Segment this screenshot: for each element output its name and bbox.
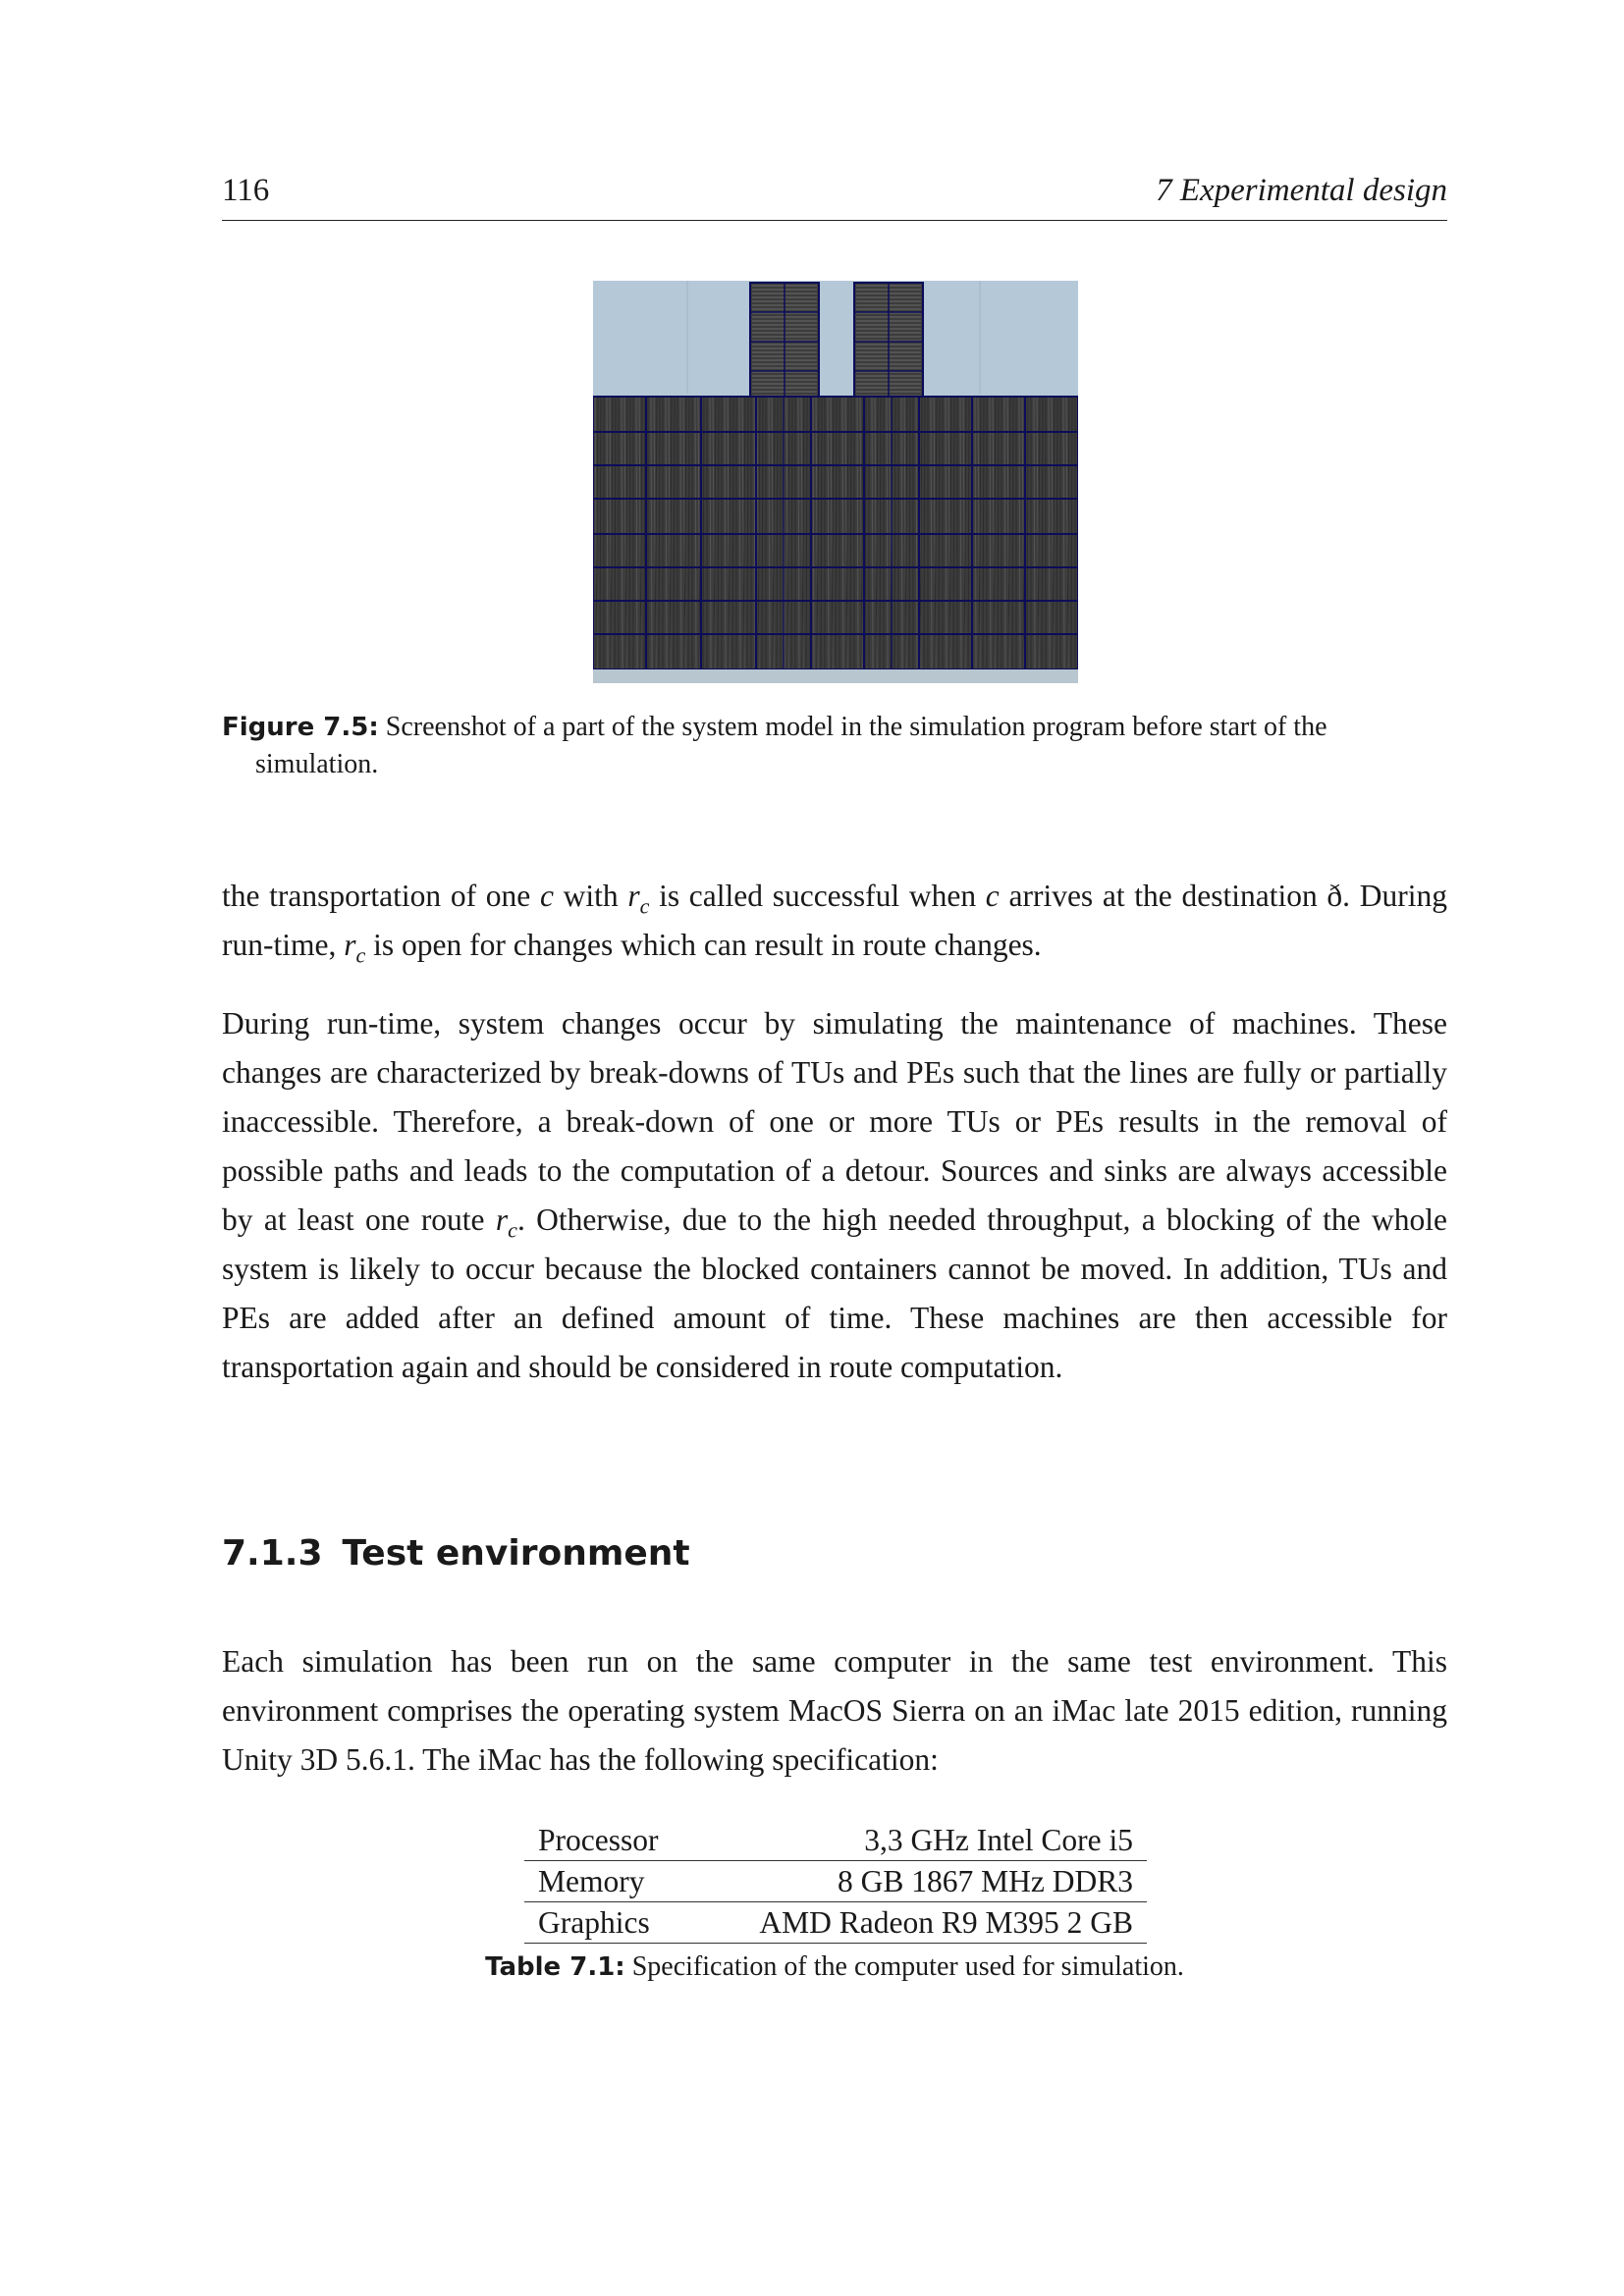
spec-value: AMD Radeon R9 M395 2 GB [759, 1905, 1133, 1940]
text: is called successful when [649, 879, 986, 913]
paragraph-transportation [222, 872, 1447, 970]
paragraph-test-environment: Each simulation has been run on the same computer in the same test environment. This environment comprises the operating system MacOS Sierra on an iMac late 2015 edition, running Unity 3D 5.6.1. The iMac has the following specification: [222, 1644, 1447, 1777]
figure-caption [222, 709, 1447, 783]
spec-label: Processor [538, 1823, 659, 1857]
math-r: r [495, 1202, 509, 1237]
text: . Otherwise, due to the high needed throughput, a blocking of the whole system is likely to occur because the blocked containers cannot be moved. In addition, TUs and PEs are added after an defined amount of time. These machines are then accessible for transportation again and should be considered in route computation. [222, 1202, 1447, 1384]
spec-label: Graphics [538, 1905, 650, 1940]
math-destination: ð [1326, 879, 1343, 913]
text: During run-time, system changes occur by simulating the maintenance of machines. These changes are characterized by break-downs of TUs and PEs such that the lines are fully or partially inaccessible. Therefore, a break-down of one or more TUs or PEs results in the removal of possible paths and leads to the computation of a detour. Sources and sinks are always accessible by at least one route [222, 1006, 1447, 1237]
figure-caption-text: Screenshot of a part of the system model in the simulation program before start of the simulation. [255, 712, 1327, 779]
running-section-title: 7 Experimental design [1156, 173, 1447, 208]
table-caption [222, 1951, 1447, 1983]
text: the transportation of one [222, 879, 540, 913]
math-c: c [539, 879, 554, 913]
text: arrives at the destination [999, 879, 1327, 913]
spec-value: 3,3 GHz Intel Core i5 [864, 1823, 1133, 1857]
math-subscript: c [508, 1217, 517, 1243]
math-subscript: c [639, 893, 650, 919]
simulation-model-render [593, 281, 1078, 683]
spec-row [524, 1861, 1147, 1902]
table-caption-text: Specification of the computer used for simulation. [631, 1951, 1184, 1982]
running-header [222, 173, 1447, 221]
math-c: c [985, 879, 1000, 913]
paragraph-system-changes [222, 999, 1447, 1392]
text: is open for changes which can result in route changes. [365, 928, 1042, 962]
figure-label: Figure 7.5: [222, 713, 379, 742]
spec-table-body [524, 1820, 1147, 1944]
math-subscript: c [355, 942, 366, 968]
text: . During run-time, [222, 879, 1447, 962]
section-title: Test environment [342, 1533, 690, 1574]
math-r: r [627, 879, 640, 913]
spec-value: 8 GB 1867 MHz DDR3 [837, 1864, 1133, 1898]
spec-label: Memory [538, 1864, 645, 1898]
simulation-screenshot [593, 281, 1078, 683]
math-r: r [344, 928, 356, 962]
table-label: Table 7.1: [485, 1952, 625, 1982]
section-number: 7.1.3 [222, 1533, 323, 1574]
spec-table [524, 1820, 1147, 1944]
spec-row [524, 1902, 1147, 1944]
section-heading [222, 1533, 690, 1574]
spec-row [524, 1820, 1147, 1861]
page-number: 116 [222, 173, 270, 208]
floor-strip [593, 669, 1078, 683]
text: with [553, 879, 628, 913]
